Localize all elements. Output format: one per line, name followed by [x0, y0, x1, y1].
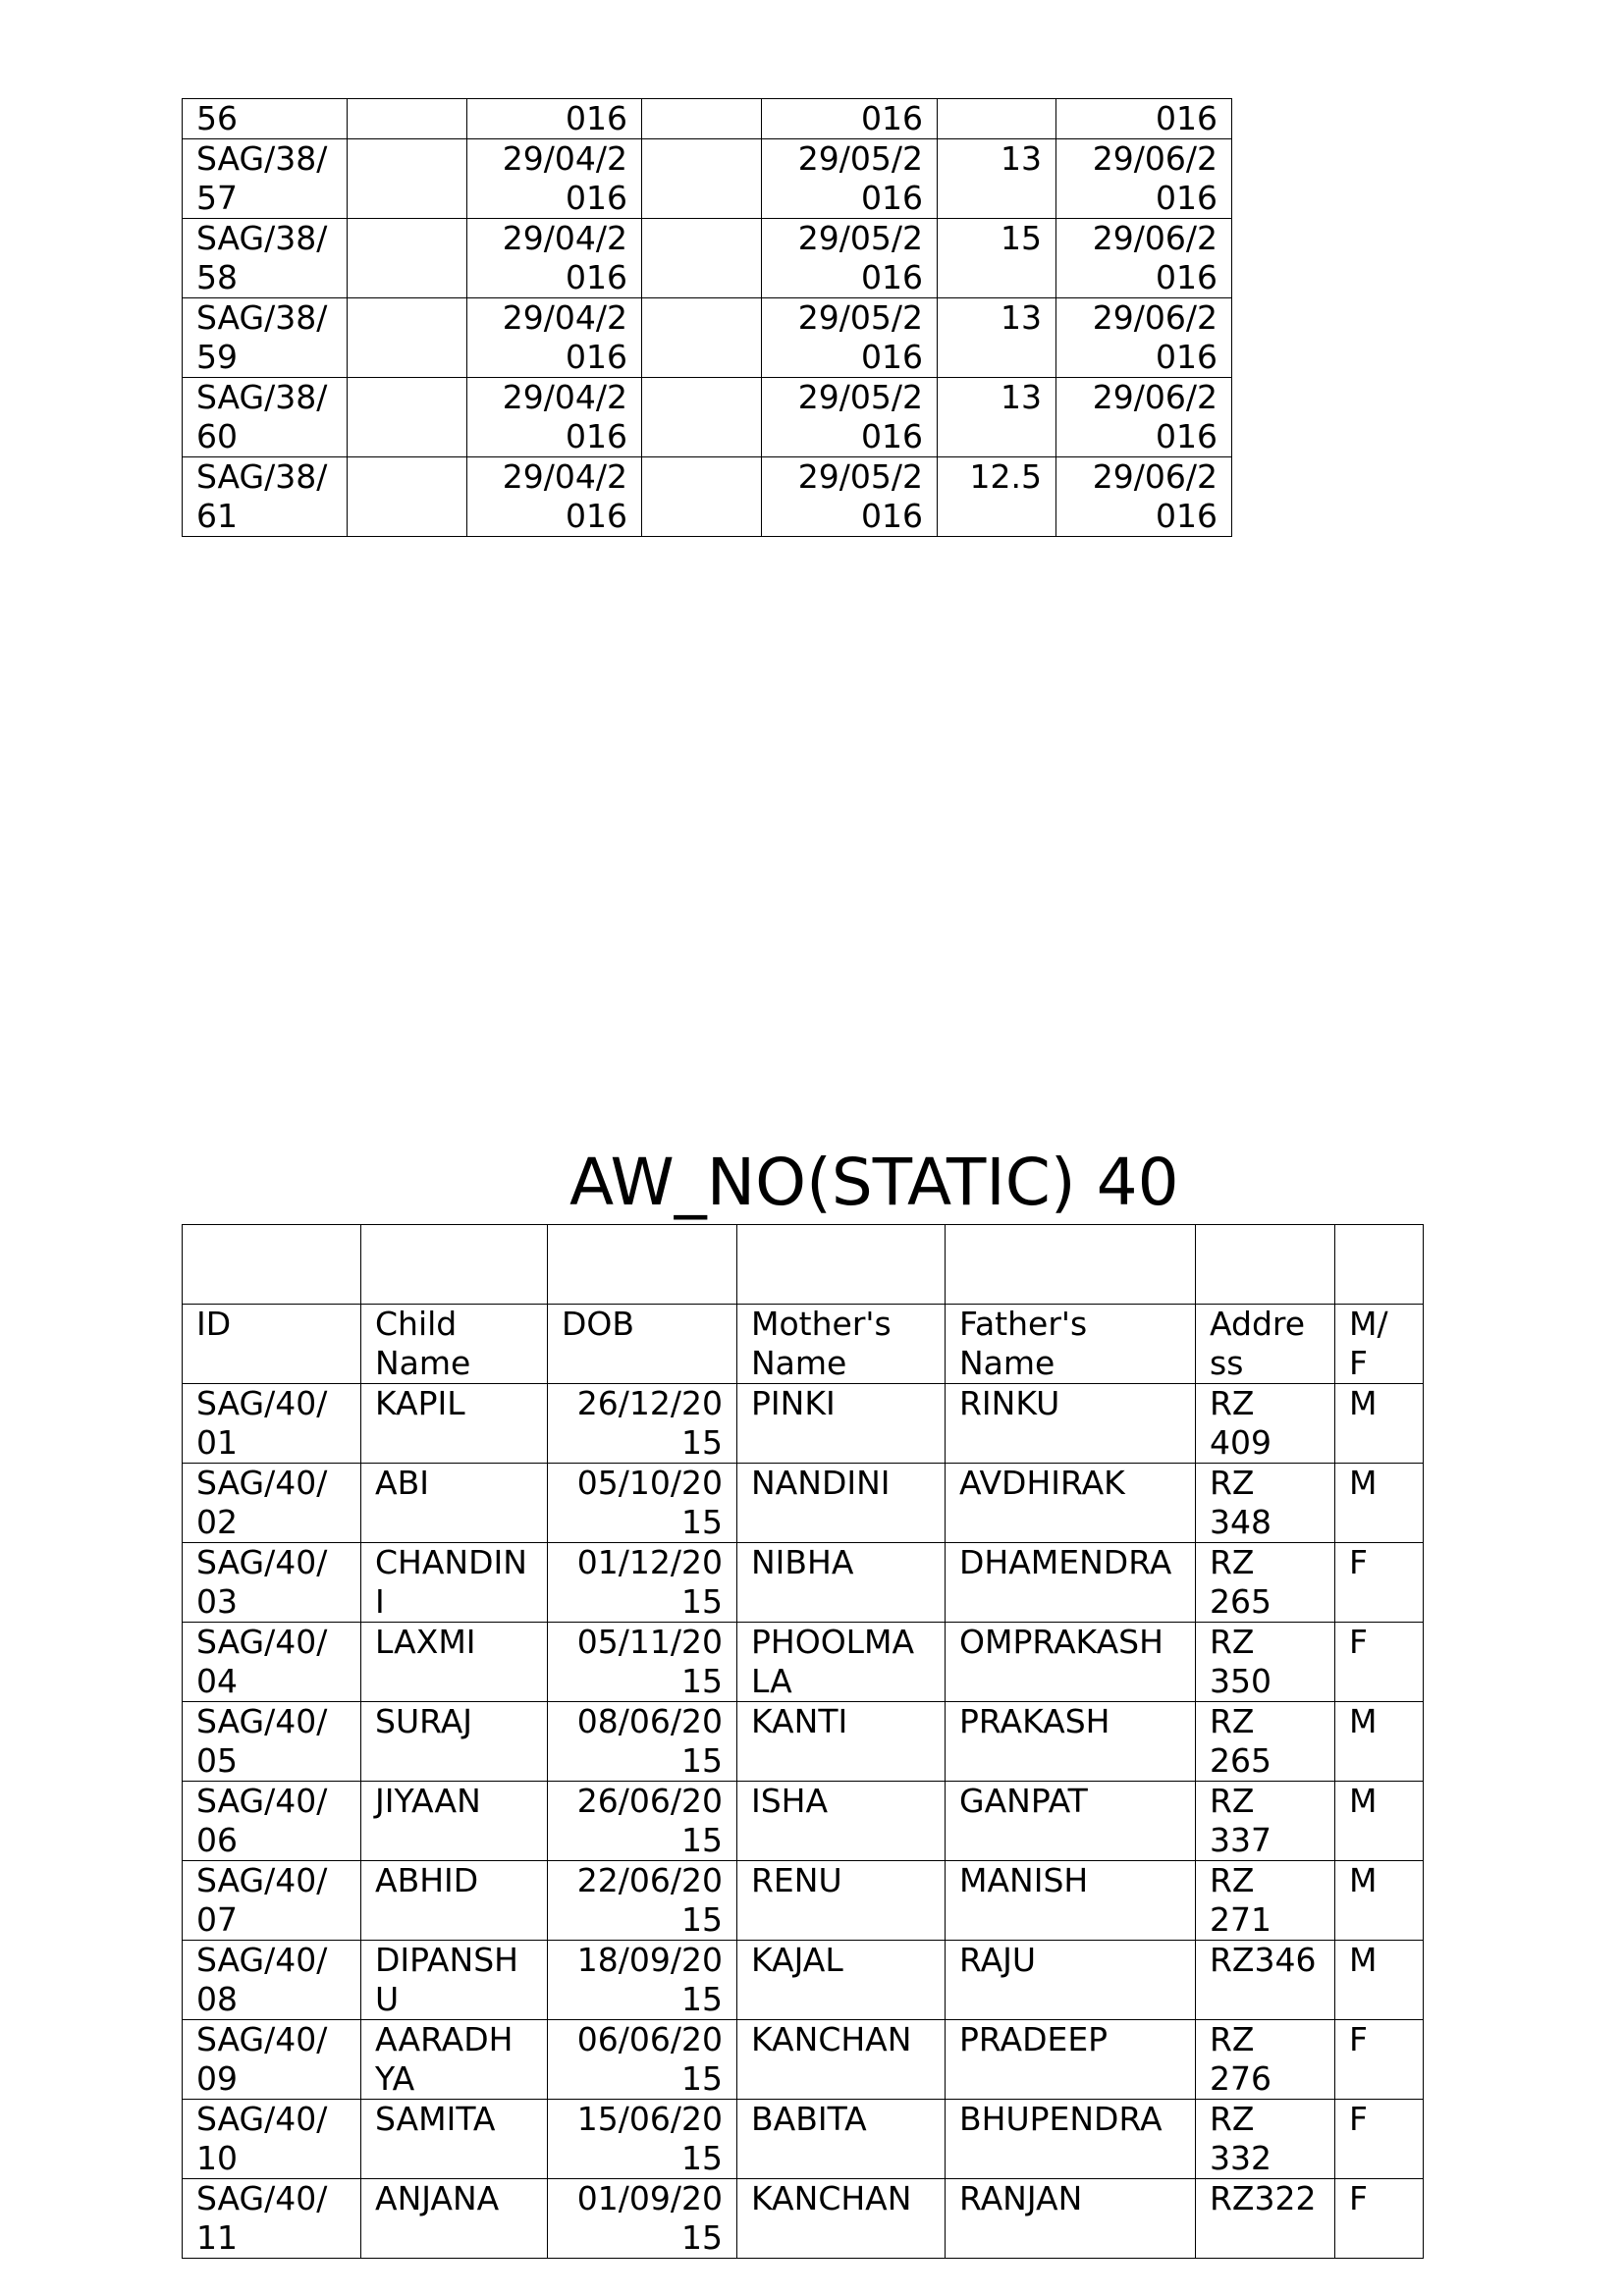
table-cell: 29/04/2 016: [467, 139, 642, 219]
table-cell: AVDHIRAK: [946, 1464, 1196, 1543]
table-cell: PRADEEP: [946, 2020, 1196, 2100]
table-cell: KAJAL: [737, 1941, 946, 2020]
table-row: [183, 139, 1232, 219]
children-table-sag40: [182, 1224, 1424, 2259]
table-cell: 29/05/2 016: [762, 378, 938, 457]
table-cell: SAG/40/ 05: [183, 1702, 361, 1782]
table-row: [183, 378, 1232, 457]
table-cell: F: [1335, 1543, 1424, 1623]
table-row: [183, 1941, 1424, 2020]
table-cell: [642, 139, 762, 219]
table-cell: Child Name: [361, 1305, 548, 1384]
table-cell: 22/06/20 15: [548, 1861, 737, 1941]
table-cell: F: [1335, 1623, 1424, 1702]
table-cell: RZ 332: [1196, 2100, 1335, 2179]
table-cell: 29/04/2 016: [467, 298, 642, 378]
table-cell: 15: [938, 219, 1056, 298]
table-cell: [348, 219, 467, 298]
table-cell: SURAJ: [361, 1702, 548, 1782]
table-cell: [1196, 1225, 1335, 1305]
table-cell: 13: [938, 139, 1056, 219]
table-row: [183, 2179, 1424, 2259]
table-cell: 29/06/2 016: [1056, 298, 1232, 378]
table-cell: SAMITA: [361, 2100, 548, 2179]
table-cell: PHOOLMA LA: [737, 1623, 946, 1702]
table-row: [183, 2020, 1424, 2100]
table-cell: 29/05/2 016: [762, 219, 938, 298]
table-cell: KANCHAN: [737, 2179, 946, 2259]
table-cell: NANDINI: [737, 1464, 946, 1543]
table-cell: [642, 298, 762, 378]
table-cell: [1335, 1225, 1424, 1305]
table-cell: 08/06/20 15: [548, 1702, 737, 1782]
table-row: [183, 1543, 1424, 1623]
table-row: [183, 457, 1232, 537]
table-row: [183, 1464, 1424, 1543]
table-row: [183, 1782, 1424, 1861]
table-cell: F: [1335, 2179, 1424, 2259]
table-cell: 29/04/2 016: [467, 457, 642, 537]
table-cell: 12.5: [938, 457, 1056, 537]
table-cell: DIPANSH U: [361, 1941, 548, 2020]
table-cell: ABHID: [361, 1861, 548, 1941]
table-cell: M: [1335, 1782, 1424, 1861]
table-cell: M: [1335, 1861, 1424, 1941]
table-cell: RENU: [737, 1861, 946, 1941]
table-cell: SAG/38/ 58: [183, 219, 348, 298]
table-cell: 29/06/2 016: [1056, 378, 1232, 457]
table-cell: BHUPENDRA: [946, 2100, 1196, 2179]
table-cell: [348, 139, 467, 219]
table-cell: DOB: [548, 1305, 737, 1384]
table-cell: LAXMI: [361, 1623, 548, 1702]
table-cell: RZ346: [1196, 1941, 1335, 2020]
table-cell: SAG/38/ 61: [183, 457, 348, 537]
table-cell: RAJU: [946, 1941, 1196, 2020]
table-cell: RZ 276: [1196, 2020, 1335, 2100]
table-cell: [642, 219, 762, 298]
table-cell: RZ 265: [1196, 1702, 1335, 1782]
table-row: [183, 1384, 1424, 1464]
table-row: [183, 219, 1232, 298]
table-cell: [642, 378, 762, 457]
table-cell: RZ 337: [1196, 1782, 1335, 1861]
records-table-sag38: [182, 98, 1232, 537]
table-cell: 01/09/20 15: [548, 2179, 737, 2259]
table-cell: 05/11/20 15: [548, 1623, 737, 1702]
table-cell: 29/06/2 016: [1056, 219, 1232, 298]
table-cell: 29/06/2 016: [1056, 139, 1232, 219]
table-cell: JIYAAN: [361, 1782, 548, 1861]
table-cell: 016: [1056, 99, 1232, 139]
table-cell: M/ F: [1335, 1305, 1424, 1384]
table-cell: 29/06/2 016: [1056, 457, 1232, 537]
table-cell: 26/06/20 15: [548, 1782, 737, 1861]
section-title: AW_NO(STATIC) 40: [569, 1145, 1179, 1220]
table-cell: SAG/40/ 03: [183, 1543, 361, 1623]
table-cell: Addre ss: [1196, 1305, 1335, 1384]
table-cell: 29/05/2 016: [762, 139, 938, 219]
table-cell: [946, 1225, 1196, 1305]
table-cell: 29/05/2 016: [762, 298, 938, 378]
table-row: [183, 298, 1232, 378]
table-cell: SAG/40/ 10: [183, 2100, 361, 2179]
table-cell: BABITA: [737, 2100, 946, 2179]
table-cell: [938, 99, 1056, 139]
table-cell: ID: [183, 1305, 361, 1384]
table-cell: 13: [938, 298, 1056, 378]
table-cell: SAG/40/ 01: [183, 1384, 361, 1464]
table-cell: 29/05/2 016: [762, 457, 938, 537]
table-cell: [348, 457, 467, 537]
table-cell: [737, 1225, 946, 1305]
table-cell: OMPRAKASH: [946, 1623, 1196, 1702]
table-cell: M: [1335, 1941, 1424, 2020]
table-cell: [348, 378, 467, 457]
table-cell: KAPIL: [361, 1384, 548, 1464]
table-cell: SAG/40/ 11: [183, 2179, 361, 2259]
blank-row: [183, 1225, 1424, 1305]
table-row: [183, 1623, 1424, 1702]
table-cell: DHAMENDRA: [946, 1543, 1196, 1623]
table-cell: ISHA: [737, 1782, 946, 1861]
table-cell: 05/10/20 15: [548, 1464, 737, 1543]
table-cell: [348, 298, 467, 378]
table-cell: SAG/40/ 08: [183, 1941, 361, 2020]
table-cell: M: [1335, 1702, 1424, 1782]
table-cell: NIBHA: [737, 1543, 946, 1623]
table-cell: RZ 265: [1196, 1543, 1335, 1623]
table-cell: 29/04/2 016: [467, 378, 642, 457]
table-cell: 26/12/20 15: [548, 1384, 737, 1464]
table-cell: SAG/40/ 07: [183, 1861, 361, 1941]
table-cell: RZ 409: [1196, 1384, 1335, 1464]
table-cell: ANJANA: [361, 2179, 548, 2259]
table-cell: 06/06/20 15: [548, 2020, 737, 2100]
table-cell: CHANDIN I: [361, 1543, 548, 1623]
table-cell: SAG/38/ 60: [183, 378, 348, 457]
table-cell: PRAKASH: [946, 1702, 1196, 1782]
table-cell: [548, 1225, 737, 1305]
table-cell: SAG/38/ 57: [183, 139, 348, 219]
table-cell: RZ 271: [1196, 1861, 1335, 1941]
table-cell: 56: [183, 99, 348, 139]
table-cell: RZ 348: [1196, 1464, 1335, 1543]
table-cell: SAG/38/ 59: [183, 298, 348, 378]
table-cell: RANJAN: [946, 2179, 1196, 2259]
table-cell: SAG/40/ 06: [183, 1782, 361, 1861]
table-cell: [361, 1225, 548, 1305]
table-cell: F: [1335, 2100, 1424, 2179]
table-cell: M: [1335, 1384, 1424, 1464]
table-cell: RINKU: [946, 1384, 1196, 1464]
table-cell: M: [1335, 1464, 1424, 1543]
table-cell: KANCHAN: [737, 2020, 946, 2100]
table-cell: MANISH: [946, 1861, 1196, 1941]
table-cell: F: [1335, 2020, 1424, 2100]
table-cell: 01/12/20 15: [548, 1543, 737, 1623]
table-cell: 18/09/20 15: [548, 1941, 737, 2020]
table-cell: Mother's Name: [737, 1305, 946, 1384]
header-row: [183, 1305, 1424, 1384]
table-cell: PINKI: [737, 1384, 946, 1464]
table-cell: AARADH YA: [361, 2020, 548, 2100]
table-cell: GANPAT: [946, 1782, 1196, 1861]
table-cell: 016: [467, 99, 642, 139]
table-row: [183, 1702, 1424, 1782]
table-cell: Father's Name: [946, 1305, 1196, 1384]
table-cell: ABI: [361, 1464, 548, 1543]
table-cell: 29/04/2 016: [467, 219, 642, 298]
table-cell: 13: [938, 378, 1056, 457]
table-cell: 016: [762, 99, 938, 139]
table-cell: SAG/40/ 02: [183, 1464, 361, 1543]
table-cell: [642, 99, 762, 139]
table-cell: [642, 457, 762, 537]
table-cell: RZ322: [1196, 2179, 1335, 2259]
table-cell: RZ 350: [1196, 1623, 1335, 1702]
table-cell: KANTI: [737, 1702, 946, 1782]
table-cell: [348, 99, 467, 139]
table-cell: [183, 1225, 361, 1305]
table-row: [183, 2100, 1424, 2179]
table-cell: SAG/40/ 04: [183, 1623, 361, 1702]
table-cell: 15/06/20 15: [548, 2100, 737, 2179]
table-row: [183, 1861, 1424, 1941]
table-cell: SAG/40/ 09: [183, 2020, 361, 2100]
table-row: [183, 99, 1232, 139]
